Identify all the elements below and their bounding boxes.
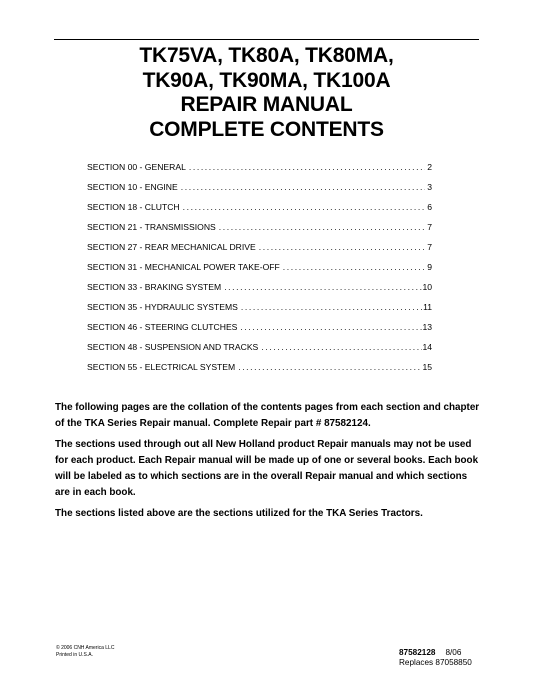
document-title (0, 44, 533, 142)
toc-leader-dots (241, 302, 423, 312)
toc-entry (87, 362, 432, 382)
toc-label: SECTION 18 - CLUTCH (87, 202, 180, 212)
toc-entry (87, 182, 432, 202)
replaces-text: Replaces 87058850 (399, 658, 472, 667)
toc-entry (87, 302, 432, 322)
title-line: COMPLETE CONTENTS (149, 117, 384, 141)
toc-label: SECTION 21 - TRANSMISSIONS (87, 222, 216, 232)
toc-page-number: 9 (427, 262, 432, 272)
edition-date: 8/06 (445, 648, 462, 657)
toc-leader-dots (238, 362, 422, 372)
toc-entry (87, 262, 432, 282)
toc-label: SECTION 10 - ENGINE (87, 182, 178, 192)
toc-page-number: 2 (427, 162, 432, 172)
toc-leader-dots (181, 182, 425, 192)
printed-text: Printed in U.S.A. (56, 652, 93, 658)
toc-leader-dots (189, 162, 426, 172)
title-line: TK75VA, TK80A, TK80MA, (139, 44, 394, 67)
toc-page-number: 14 (422, 342, 432, 352)
toc-entry (87, 322, 432, 342)
toc-page-number: 3 (427, 182, 432, 192)
intro-paragraph: The following pages are the collation of the contents pages from each section and chapter of the TKA Series Repair manual. Complete Repair part # 87582124. (55, 402, 480, 429)
toc-entry (87, 282, 432, 302)
toc-label: SECTION 00 - GENERAL (87, 162, 186, 172)
toc-entry (87, 202, 432, 222)
toc-page-number: 7 (427, 222, 432, 232)
toc-leader-dots (240, 322, 422, 332)
toc-page-number: 15 (422, 362, 432, 372)
toc-leader-dots (219, 222, 426, 232)
toc-label: SECTION 27 - REAR MECHANICAL DRIVE (87, 242, 256, 252)
toc-entry (87, 242, 432, 262)
copyright-text: © 2006 CNH America LLC (56, 645, 115, 651)
toc-entry (87, 162, 432, 182)
toc-page-number: 11 (423, 302, 432, 312)
toc-label: SECTION 55 - ELECTRICAL SYSTEM (87, 362, 236, 372)
toc-leader-dots (261, 342, 422, 352)
footer-part-block (399, 648, 472, 668)
toc-entry (87, 342, 432, 362)
part-number: 87582128 (399, 648, 436, 657)
toc-page-number: 10 (422, 282, 432, 292)
toc-label: SECTION 35 - HYDRAULIC SYSTEMS (87, 302, 238, 312)
toc-label: SECTION 31 - MECHANICAL POWER TAKE-OFF (87, 262, 280, 272)
toc-label: SECTION 33 - BRAKING SYSTEM (87, 282, 222, 292)
toc-page-number: 13 (422, 322, 432, 332)
toc-label: SECTION 48 - SUSPENSION AND TRACKS (87, 342, 259, 352)
table-of-contents (87, 162, 432, 382)
sections-paragraph: The sections used through out all New Holland product Repair manuals may not be used for each product. Each Repair manual will be made up of one or several books. Each book will be labeled as to which sections are in the overall Repair manual and which sections are in each book. (55, 439, 479, 498)
toc-label: SECTION 46 - STEERING CLUTCHES (87, 322, 238, 332)
toc-leader-dots (259, 242, 427, 252)
title-line: TK90A, TK90MA, TK100A (142, 68, 391, 92)
toc-page-number: 7 (427, 242, 432, 252)
toc-leader-dots (283, 262, 427, 272)
toc-leader-dots (224, 282, 422, 292)
toc-entry (87, 222, 432, 242)
toc-page-number: 6 (427, 202, 432, 212)
top-rule (54, 39, 479, 40)
tka-paragraph: The sections listed above are the sections utilized for the TKA Series Tractors. (55, 508, 423, 519)
title-line: REPAIR MANUAL (180, 93, 353, 116)
footer-copyright-block (56, 645, 114, 659)
toc-leader-dots (183, 202, 426, 212)
